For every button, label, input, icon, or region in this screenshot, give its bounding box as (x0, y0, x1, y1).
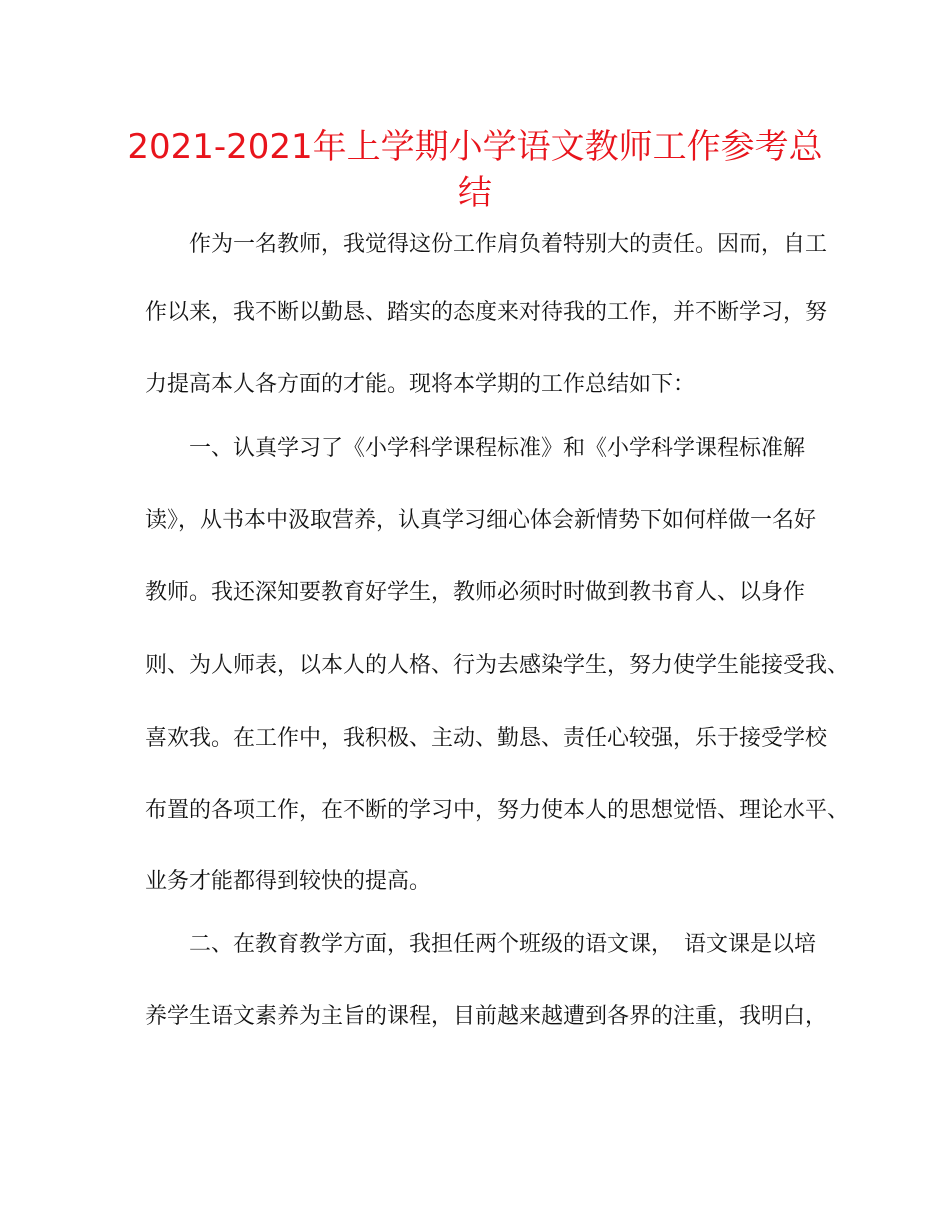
document-title-line-1: 2021-2021年上学期小学语文教师工作参考总 (127, 127, 823, 167)
body-line: 作为一名教师，我觉得这份工作肩负着特别大的责任。因而，自工 (145, 232, 828, 257)
body-line: 养学生语文素养为主旨的课程，目前越来越遭到各界的注重，我明白， (145, 1004, 828, 1029)
body-line: 一、认真学习了《小学科学课程标准》和《小学科学课程标准解 (145, 436, 806, 461)
body-line: 作以来，我不断以勤恳、踏实的态度来对待我的工作，并不断学习，努 (145, 300, 828, 325)
body-line: 布置的各项工作，在不断的学习中，努力使本人的思想觉悟、理论水平、 (145, 798, 850, 823)
body-line: 二、在教育教学方面，我担任两个班级的语文课， 语文课是以培 (145, 932, 817, 957)
body-line: 读》，从书本中汲取营养，认真学习细心体会新情势下如何样做一名好 (145, 508, 817, 533)
document-title-line-2: 结 (458, 173, 492, 213)
body-line: 教师。我还深知要教育好学生，教师必须时时做到教书育人、以身作 (145, 580, 806, 605)
body-line: 喜欢我。在工作中，我积极、主动、勤恳、责任心较强，乐于接受学校 (145, 726, 828, 751)
body-line: 业务才能都得到较快的提高。 (145, 869, 432, 894)
body-line: 力提高本人各方面的才能。现将本学期的工作总结如下： (145, 372, 696, 397)
body-line: 则、为人师表，以本人的人格、行为去感染学生，努力使学生能接受我、 (145, 653, 850, 678)
